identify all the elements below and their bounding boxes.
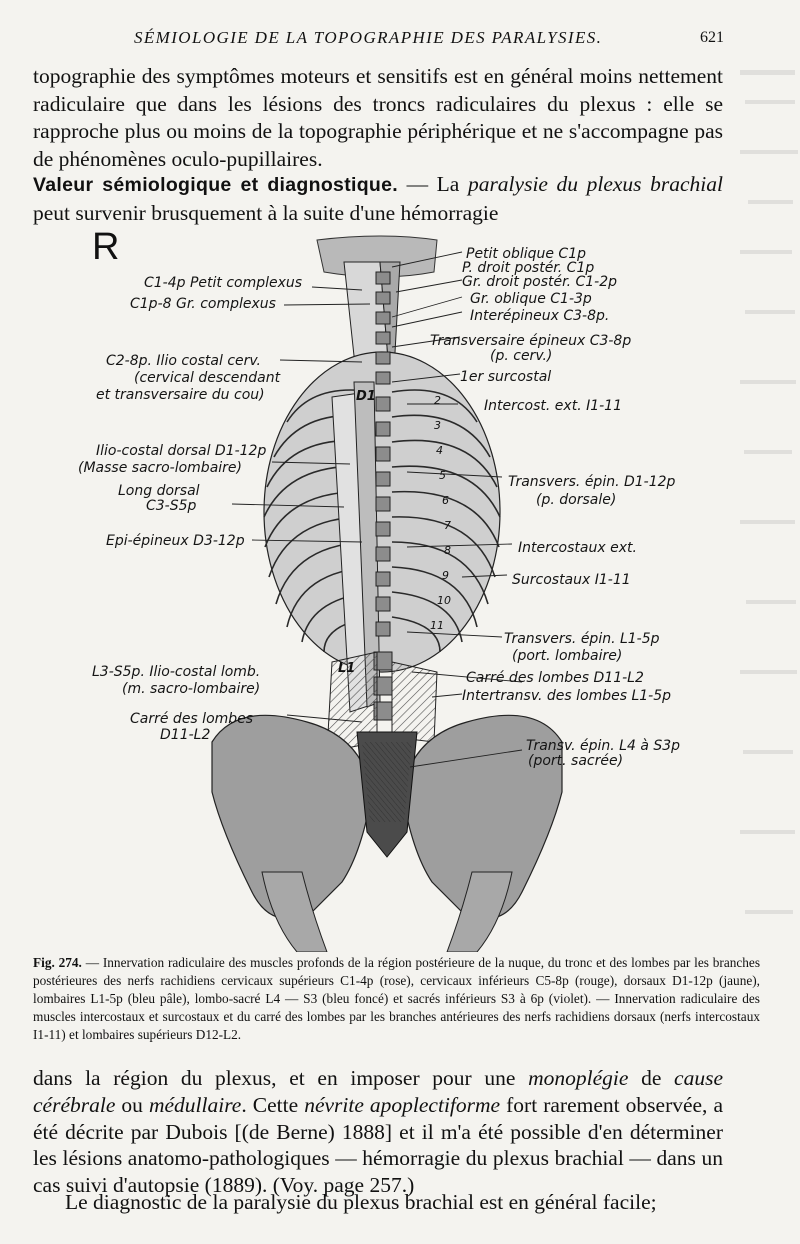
p3-text-d: . Cette	[241, 1092, 305, 1117]
label-grand-oblique: Gr. oblique C1-3p	[470, 291, 592, 307]
label-grand-droit: Gr. droit postér. C1-2p	[462, 274, 618, 290]
rib-label-8: 8	[444, 544, 451, 557]
section-heading: Valeur sémiologique et diagnostique.	[33, 174, 398, 196]
label-masse-sacro-lombaire: (Masse sacro-lombaire)	[78, 460, 242, 476]
label-long-dorsal: Long dorsal	[118, 483, 200, 499]
rib-label-7: 7	[444, 519, 451, 532]
label-sacro-lombaire: (m. sacro-lombaire)	[122, 681, 261, 697]
label-p-cerv: (p. cerv.)	[490, 348, 553, 364]
label-transversaire-cou: et transversaire du cou)	[96, 387, 265, 403]
label-carre-des-lombes-left: Carré des lombes	[130, 711, 254, 727]
label-transv-epin-sacree: Transv. épin. L4 à S3p	[526, 738, 681, 754]
label-interepineux: Interépineux C3-8p.	[470, 308, 610, 324]
label-intercost-ext: Intercost. ext. I1-11	[484, 398, 622, 414]
label-transvers-epin-lomb: Transvers. épin. L1-5p	[504, 631, 660, 647]
label-transvers-epin-dorsal: Transvers. épin. D1-12p	[508, 474, 676, 490]
label-long-dorsal-roots: C3-S5p	[146, 498, 197, 514]
label-transversaire-epineux: Transversaire épineux C3-8p	[430, 333, 632, 349]
label-petit-complexus: C1-4p Petit complexus	[144, 275, 303, 291]
rib-label-5: 5	[439, 469, 446, 482]
rib-label-9: 9	[442, 569, 449, 582]
p3-italic-medullaire: médullaire	[148, 1092, 242, 1117]
label-petit-droit: P. droit postér. C1p	[462, 260, 595, 276]
page-number: 621	[700, 29, 724, 46]
rib-label-2: 2	[434, 394, 441, 407]
label-grand-complexus: C1p-8 Gr. complexus	[130, 296, 276, 312]
p3-italic-nevrite: névrite apoplectiforme	[304, 1092, 501, 1117]
label-intercostaux-ext: Intercostaux ext.	[518, 540, 637, 556]
figure-letter: R	[92, 226, 120, 268]
vertebra-label-l1: L1	[338, 661, 356, 676]
label-epi-epineux: Epi-épineux D3-12p	[106, 533, 245, 549]
rib-label-10: 10	[437, 594, 451, 607]
label-petit-oblique: Petit oblique C1p	[466, 246, 586, 262]
rib-label-3: 3	[434, 419, 441, 432]
paragraph-4: Le diagnostic de la paralysie du plexus brachial est en général facile;	[65, 1190, 657, 1214]
label-ilio-costal-lomb: L3-S5p. Ilio-costal lomb.	[92, 664, 261, 680]
caption-number: Fig. 274.	[33, 955, 82, 970]
label-ilio-costal-dorsal: Ilio-costal dorsal D1-12p	[96, 443, 267, 459]
p3-text-b: de	[628, 1066, 675, 1090]
section-rest: peut survenir brusquement à la suite d'une hémorragie	[33, 200, 499, 225]
p3-text-e: fort rarement observée, a été décrite par Dubois [(de Berne) 1888] et il m'a été possible d'en déterminer les lésions anatomo-pathologiques — hémorragie du plexus brachial — dans un cas suivi d'autopsie (1889). (Voy. page 257.)	[33, 1092, 724, 1198]
paragraph-3	[33, 1065, 723, 1199]
intro-paragraph: topographie des symptômes moteurs et sensitifs est en général moins nettement radiculaire que dans les lésions des troncs radiculaires du plexus : elle se rapproche plus ou moins de la topographie périphérique et ne s'accompagne pas de phénomènes oculo-pupillaires.	[33, 64, 723, 171]
label-premier-surcostal: 1er surcostal	[460, 369, 552, 385]
p3-text-a: dans la région du plexus, et en imposer pour une	[33, 1066, 529, 1090]
label-p-dorsale: (p. dorsale)	[536, 492, 617, 508]
page-header	[0, 28, 800, 52]
caption-text: — Innervation radiculaire des muscles profonds de la région postérieure de la nuque, du tronc et des lombes par les branches postérieures des nerfs rachidiens cervicaux supérieurs C1-4p (rose), cervicaux inférieurs C5-8p (rouge), dorsaux D1-12p (jaune), lombaires L1-5p (bleu pâle), lombo-sacré L4 — S3 (bleu foncé) et sacrés inférieurs S3 à 6p (violet). — Innervation radiculaire des muscles intercostaux et surcostaux et du carré des lombes par les branches antérieures des nerfs rachidiens dorsaux (nerfs intercostaux I1-11) et lombaires supérieurs D12-L2.	[33, 955, 760, 1042]
label-carre-des-lombes-right: Carré des lombes D11-L2	[466, 670, 644, 686]
running-title: SÉMIOLOGIE DE LA TOPOGRAPHIE DES PARALYSIES.	[134, 28, 603, 47]
p3-italic-cause: cause cérébrale	[33, 1066, 723, 1117]
label-port-lombaire: (port. lombaire)	[512, 648, 623, 664]
label-carre-roots: D11-L2	[160, 727, 211, 743]
label-surcostaux: Surcostaux I1-11	[512, 572, 631, 588]
rib-label-11: 11	[430, 619, 444, 632]
label-cervical-descendant: (cervical descendant	[134, 370, 281, 386]
figure-caption	[33, 954, 760, 1044]
section-italic-term: paralysie du plexus brachial	[467, 172, 723, 196]
section-paragraph	[33, 171, 723, 227]
rib-label-4: 4	[436, 444, 443, 457]
label-intertransv: Intertransv. des lombes L1-5p	[462, 688, 672, 704]
anatomical-figure	[62, 232, 762, 952]
vertebra-label-d1: D1	[356, 389, 376, 404]
section-dash: — La	[398, 172, 468, 196]
p3-text-c: ou	[115, 1092, 149, 1117]
label-port-sacree: (port. sacrée)	[528, 753, 624, 769]
rib-label-6: 6	[442, 494, 449, 507]
p3-italic-monoplegie: monoplégie	[528, 1066, 629, 1090]
label-ilio-costal-cerv: C2-8p. Ilio costal cerv.	[106, 353, 261, 369]
